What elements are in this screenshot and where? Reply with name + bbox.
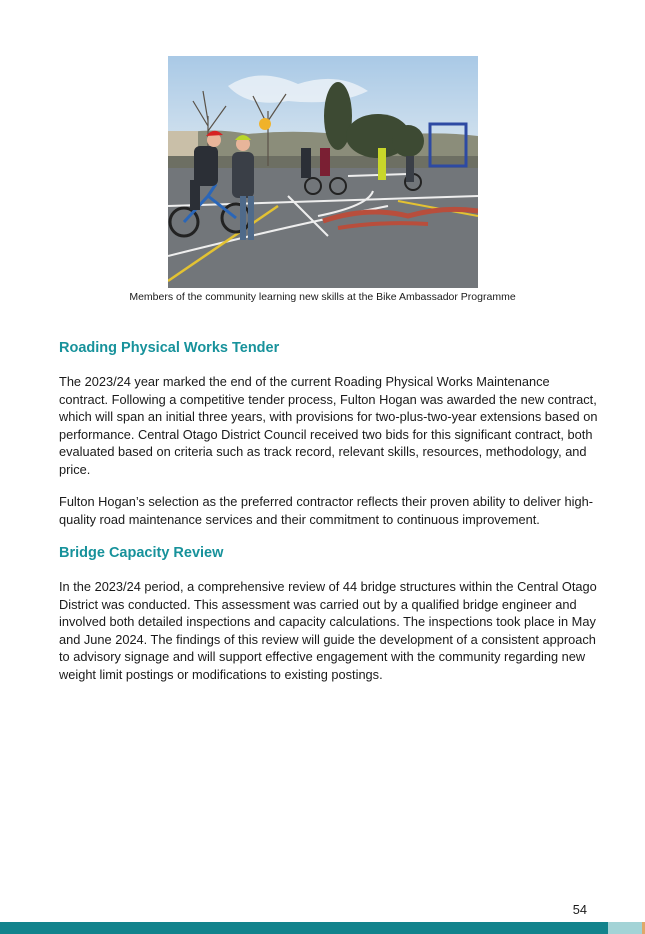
photo-illustration bbox=[168, 56, 478, 288]
section-heading-bridge-review: Bridge Capacity Review bbox=[59, 545, 224, 561]
roading-tender-paragraph-1: The 2023/24 year marked the end of the current Roading Physical Works Maintenance contract. Following a competitive tender process, Fulton Hogan was awarded the new contract, which will span an initial three years, with provisions for two-plus-two-year extensions based on performance. Central Otago District Council received two bids for this significant contract, both evaluated based on criteria such as track record, relevant skills, resources, methodology, and price. bbox=[59, 374, 598, 477]
roading-tender-paragraph-2: Fulton Hogan’s selection as the preferred contractor reflects their proven ability to deliver high-quality road maintenance services and their commitment to continuous improvement. bbox=[59, 494, 593, 527]
footer-bar-main bbox=[0, 922, 608, 934]
page-number: 54 bbox=[572, 902, 587, 917]
footer-bar bbox=[0, 922, 645, 934]
yellow-balloon bbox=[259, 118, 271, 130]
section-heading-roading-tender: Roading Physical Works Tender bbox=[59, 340, 280, 356]
photo-caption: Members of the community learning new skills at the Bike Ambassador Programme bbox=[129, 291, 516, 303]
footer-bar-light bbox=[608, 922, 642, 934]
community-bike-photo bbox=[168, 56, 478, 288]
bridge-review-paragraph: In the 2023/24 period, a comprehensive review of 44 bridge structures within the Central Otago District was conducted. This assessment was carried out by a qualified bridge engineer and involved both detailed inspections and capacity calculations. The inspections took place in May and June 2024. The findings of this review will guide the development of a consistent approach to advisory signage and will support effective engagement with the community regarding new weight limit postings or modifications to existing postings. bbox=[59, 579, 597, 682]
